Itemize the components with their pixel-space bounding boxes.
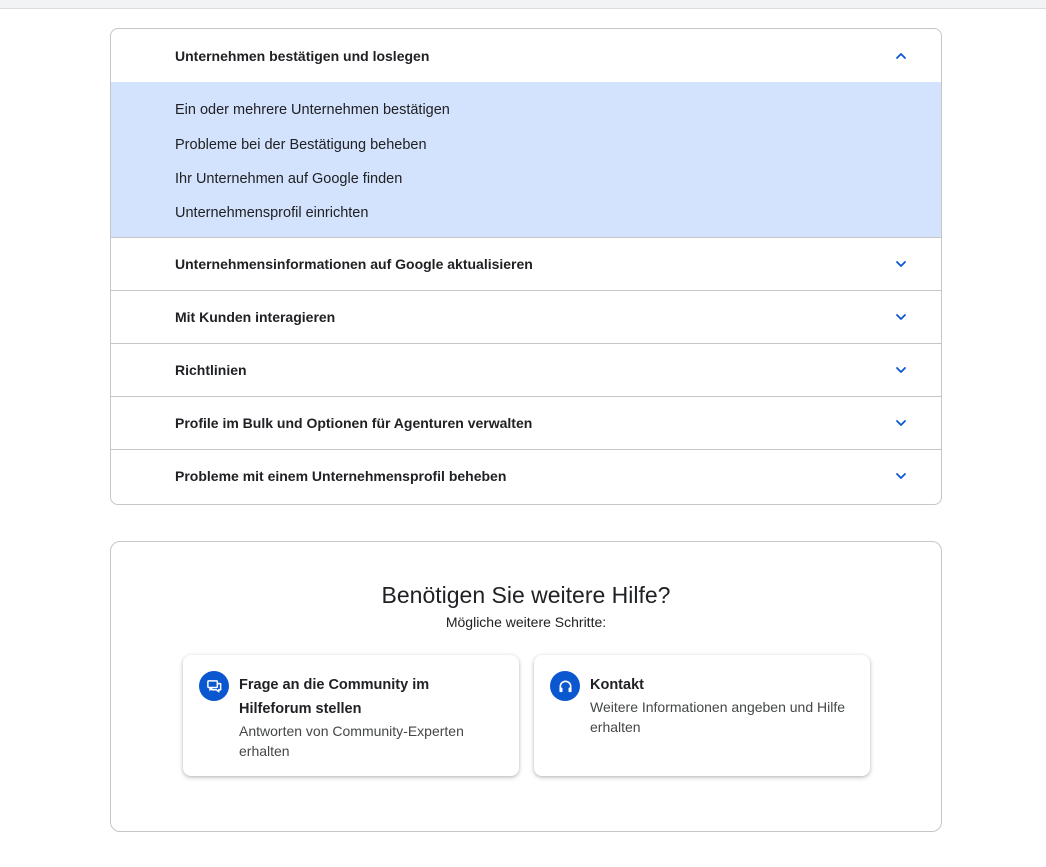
option-description: Weitere Informationen angeben und Hilfe erhalten: [590, 699, 846, 735]
accordion-header-label: Richtlinien: [175, 362, 247, 378]
chevron-down-icon: [893, 309, 909, 325]
chevron-down-icon: [893, 415, 909, 431]
browser-top-edge: [0, 0, 1046, 9]
topic-link[interactable]: Unternehmensprofil einrichten: [175, 205, 369, 221]
accordion-header-label: Probleme mit einem Unternehmensprofil beheben: [175, 468, 507, 484]
accordion-section-verify: [111, 29, 941, 237]
accordion-header-policies[interactable]: [111, 343, 941, 396]
accordion-header-bulk[interactable]: [111, 396, 941, 449]
accordion-header-label: Profile im Bulk und Optionen für Agenturen verwalten: [175, 415, 533, 431]
topic-link[interactable]: Probleme bei der Bestätigung beheben: [175, 137, 427, 153]
community-forum-option[interactable]: [183, 655, 519, 776]
forum-icon: [199, 671, 229, 701]
help-title: Benötigen Sie weitere Hilfe?: [381, 582, 671, 608]
chevron-down-icon: [893, 468, 909, 484]
option-title: Frage an die Community im Hilfeforum stellen: [239, 677, 430, 717]
chevron-up-icon: [893, 48, 909, 64]
chevron-down-icon: [893, 362, 909, 378]
option-title: Kontakt: [590, 677, 644, 693]
option-description: Antworten von Community-Experten erhalten: [239, 723, 464, 759]
accordion-section-troubleshoot: [111, 449, 941, 502]
accordion-header-label: Mit Kunden interagieren: [175, 309, 336, 325]
chevron-down-icon: [893, 256, 909, 272]
accordion-header-customers[interactable]: [111, 290, 941, 343]
help-subtitle: Mögliche weitere Schritte:: [445, 614, 607, 630]
topic-link[interactable]: Ein oder mehrere Unternehmen bestätigen: [175, 102, 450, 118]
accordion-header-label: Unternehmensinformationen auf Google aktualisieren: [175, 256, 533, 272]
accordion-header-verify[interactable]: [111, 29, 941, 82]
topic-link[interactable]: Ihr Unternehmen auf Google finden: [175, 171, 403, 187]
accordion-body-verify: [111, 82, 941, 237]
accordion-header-update-info[interactable]: [111, 237, 941, 290]
accordion-section-policies: [111, 343, 941, 396]
more-help-card: [110, 541, 942, 832]
accordion-section-bulk: [111, 396, 941, 449]
accordion-section-customers: [111, 290, 941, 343]
accordion-header-troubleshoot[interactable]: [111, 449, 941, 502]
accordion-header-label: Unternehmen bestätigen und loslegen: [175, 47, 430, 64]
topic-accordion: [110, 28, 942, 505]
contact-option[interactable]: [534, 655, 870, 776]
headset-icon: [550, 671, 580, 701]
accordion-section-update-info: [111, 237, 941, 290]
